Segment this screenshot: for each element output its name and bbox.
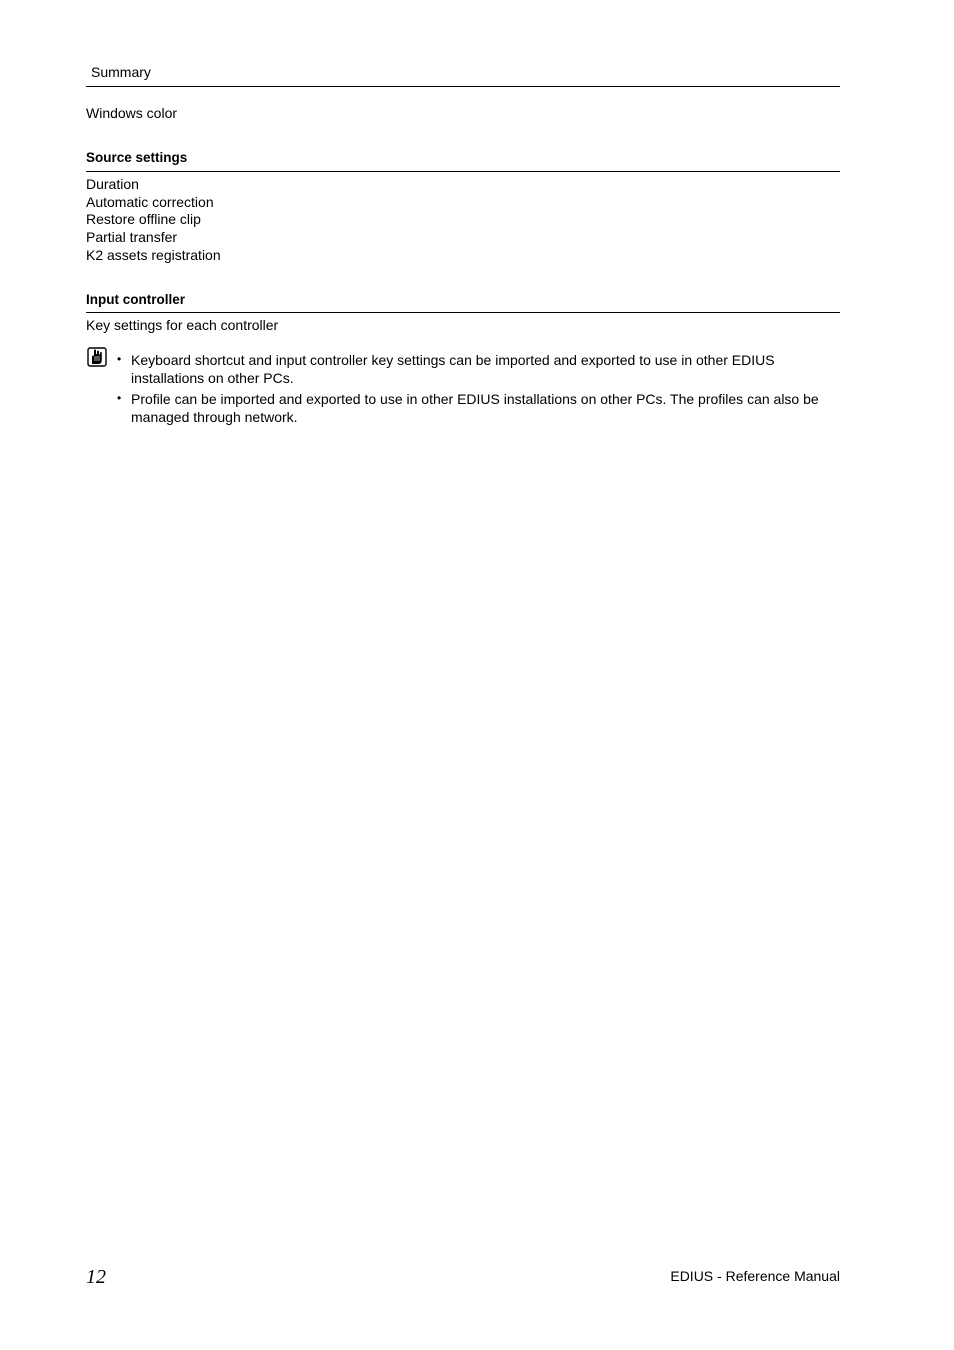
source-settings-heading: Source settings — [86, 150, 188, 165]
bullet-marker: • — [117, 352, 122, 366]
header-divider — [86, 86, 840, 87]
list-item: Partial transfer — [86, 229, 178, 245]
page-number: 12 — [86, 1266, 106, 1288]
list-item: K2 assets registration — [86, 247, 221, 263]
bullet-marker: • — [117, 391, 122, 405]
manual-title: EDIUS - Reference Manual — [670, 1268, 840, 1284]
note-bullet-text: Keyboard shortcut and input controller key settings can be imported and exported to use in other EDIUS installations on other PCs. — [131, 352, 775, 386]
note-bullet-text: Profile can be imported and exported to use in other EDIUS installations on other PCs. The profiles can also be managed through network. — [131, 391, 819, 425]
list-item: Key settings for each controller — [86, 317, 279, 333]
input-controller-divider — [86, 312, 840, 313]
list-item: Automatic correction — [86, 194, 214, 210]
header-section-label: Summary — [91, 64, 151, 80]
source-settings-divider — [86, 171, 840, 172]
input-controller-heading: Input controller — [86, 292, 185, 307]
list-item: Duration — [86, 176, 139, 192]
list-item: Restore offline clip — [86, 211, 201, 227]
intro-line: Windows color — [86, 105, 178, 121]
note-hand-icon — [87, 347, 107, 367]
